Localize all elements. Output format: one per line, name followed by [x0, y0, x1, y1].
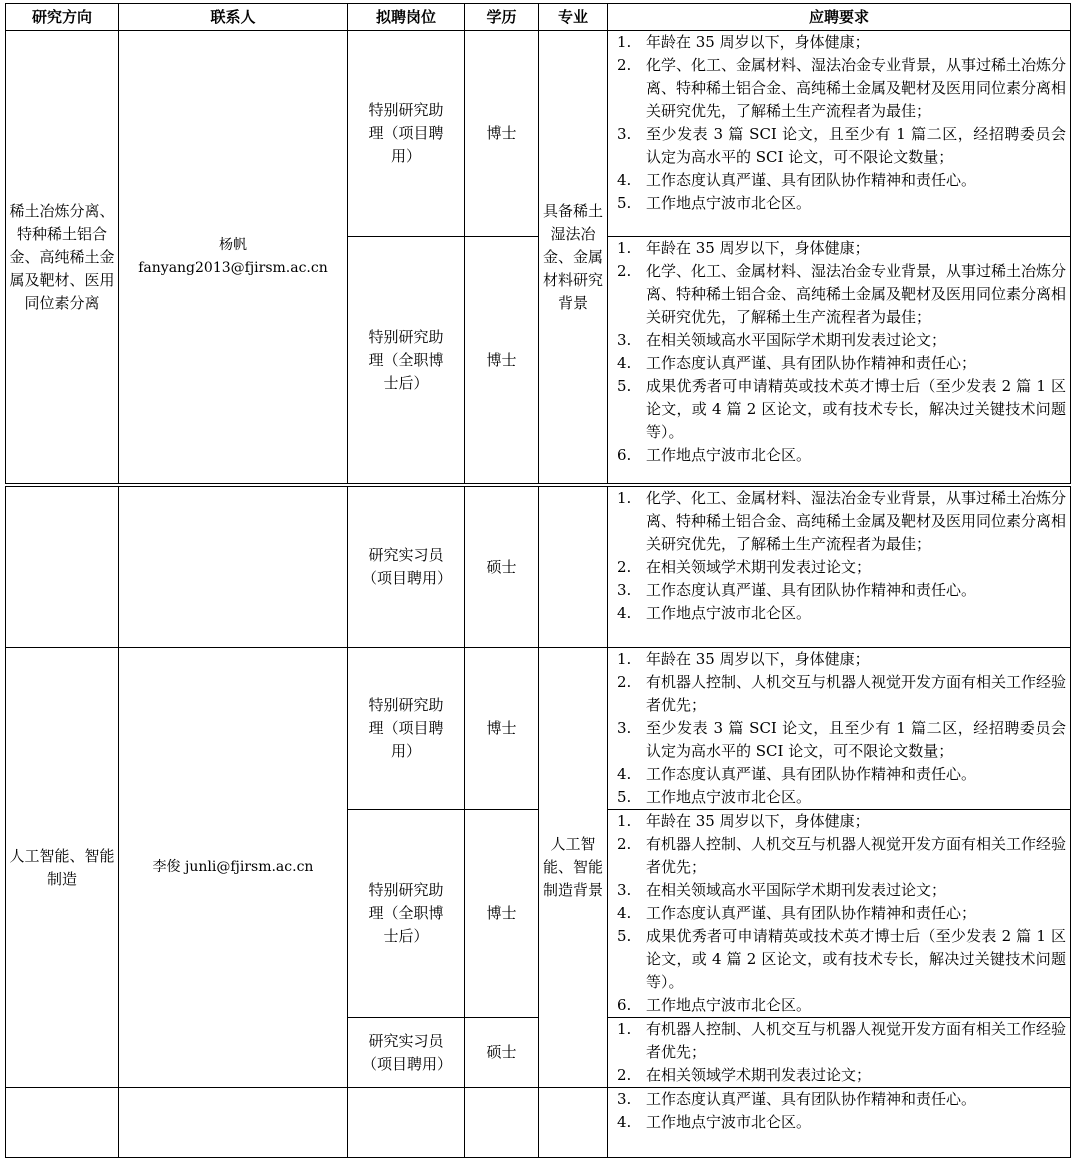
header-direction: 研究方向	[6, 4, 119, 31]
requirements-cell	[608, 487, 1071, 648]
list-item: 1. 年龄在 35 周岁以下，身体健康；	[617, 33, 870, 51]
header-degree: 学历	[465, 4, 539, 31]
degree-cell: 博士	[465, 31, 539, 237]
list-item: 1. 化学、化工、金属材料、湿法冶金专业背景，从事过稀土冶炼分离、特种稀土铝合金、高纯稀土金属及靶材及医用同位素分离相关研究优先，了解稀土生产流程者为最佳；	[617, 489, 1067, 553]
contact-email: fanyang2013@fjirsm.ac.cn	[138, 260, 328, 276]
requirements-cell	[608, 1088, 1071, 1158]
post-cell: 特别研究助理（项目聘用）	[348, 648, 465, 810]
header-major: 专业	[539, 4, 608, 31]
requirements-list	[608, 487, 1070, 625]
list-item: 4. 工作态度认真严谨、具有团队协作精神和责任心。	[617, 765, 977, 783]
header-row	[6, 4, 1071, 31]
requirements-list	[608, 648, 1070, 809]
requirements-cell	[608, 1018, 1071, 1088]
requirements-list	[608, 1018, 1070, 1087]
degree-cell: 硕士	[465, 487, 539, 648]
list-item: 4. 工作地点宁波市北仑区。	[617, 1113, 812, 1131]
major-cell	[539, 1088, 608, 1158]
recruitment-table-part2	[5, 486, 1071, 1088]
requirements-list	[608, 237, 1070, 467]
list-item: 3. 在相关领域高水平国际学术期刊发表过论文；	[617, 881, 947, 899]
list-item: 5. 成果优秀者可申请精英或技术英才博士后（至少发表 2 篇 1 区论文，或 4 篇 2 区论文，或有技术专长，解决过关键技术问题等）。	[617, 927, 1066, 991]
list-item: 1. 年龄在 35 周岁以下，身体健康；	[617, 239, 870, 257]
degree-cell: 博士	[465, 648, 539, 810]
list-item: 2. 在相关领域学术期刊发表过论文；	[617, 1066, 872, 1084]
list-item: 3. 工作态度认真严谨、具有团队协作精神和责任心。	[617, 581, 977, 599]
contact-cell	[119, 487, 348, 648]
degree-cell: 博士	[465, 810, 539, 1018]
list-item: 1. 有机器人控制、人机交互与机器人视觉开发方面有相关工作经验者优先；	[617, 1020, 1067, 1061]
list-item: 1. 年龄在 35 周岁以下，身体健康；	[617, 812, 870, 830]
requirements-list	[608, 810, 1070, 1017]
table-row	[6, 648, 1071, 810]
table-row	[6, 1088, 1071, 1158]
requirements-list	[608, 1088, 1070, 1134]
list-item: 6. 工作地点宁波市北仑区。	[617, 446, 812, 464]
list-item: 5. 工作地点宁波市北仑区。	[617, 194, 812, 212]
header-requirements: 应聘要求	[608, 4, 1071, 31]
requirements-cell	[608, 648, 1071, 810]
list-item: 2. 化学、化工、金属材料、湿法冶金专业背景，从事过稀土冶炼分离、特种稀土铝合金、高纯稀土金属及靶材及医用同位素分离相关研究优先，了解稀土生产流程者为最佳；	[617, 56, 1067, 120]
list-item: 4. 工作态度认真严谨、具有团队协作精神和责任心；	[617, 904, 977, 922]
research-direction-cell: 稀土冶炼分离、特种稀土铝合金、高纯稀土金属及靶材、医用同位素分离	[6, 31, 119, 484]
list-item: 3. 工作态度认真严谨、具有团队协作精神和责任心。	[617, 1090, 977, 1108]
contact-cell	[119, 31, 348, 484]
contact-cell	[119, 1088, 348, 1158]
recruitment-table-part1	[5, 3, 1071, 484]
list-item: 2. 在相关领域学术期刊发表过论文；	[617, 558, 872, 576]
list-item: 3. 在相关领域高水平国际学术期刊发表过论文；	[617, 331, 947, 349]
list-item: 5. 工作地点宁波市北仑区。	[617, 788, 812, 806]
requirements-cell	[608, 237, 1071, 484]
post-cell: 特别研究助理（全职博士后）	[348, 237, 465, 484]
requirements-list	[608, 31, 1070, 215]
requirements-cell	[608, 810, 1071, 1018]
research-direction-cell	[6, 1088, 119, 1158]
post-cell: 研究实习员（项目聘用）	[348, 1018, 465, 1088]
header-post: 拟聘岗位	[348, 4, 465, 31]
table-row	[6, 487, 1071, 648]
list-item: 6. 工作地点宁波市北仑区。	[617, 996, 812, 1014]
header-contact: 联系人	[119, 4, 348, 31]
list-item: 2. 化学、化工、金属材料、湿法冶金专业背景，从事过稀土冶炼分离、特种稀土铝合金、高纯稀土金属及靶材及医用同位素分离相关研究优先，了解稀土生产流程者为最佳；	[617, 262, 1067, 326]
list-item: 3. 至少发表 3 篇 SCI 论文，且至少有 1 篇二区，经招聘委员会认定为高水平的 SCI 论文，可不限论文数量；	[617, 125, 1066, 166]
requirements-cell	[608, 31, 1071, 237]
major-cell	[539, 487, 608, 648]
post-cell: 特别研究助理（项目聘用）	[348, 31, 465, 237]
list-item: 4. 工作态度认真严谨、具有团队协作精神和责任心。	[617, 171, 977, 189]
post-cell: 特别研究助理（全职博士后）	[348, 810, 465, 1018]
list-item: 5. 成果优秀者可申请精英或技术英才博士后（至少发表 2 篇 1 区论文，或 4 篇 2 区论文，或有技术专长，解决过关键技术问题等）。	[617, 377, 1066, 441]
research-direction-cell	[6, 487, 119, 648]
list-item: 2. 有机器人控制、人机交互与机器人视觉开发方面有相关工作经验者优先；	[617, 835, 1067, 876]
major-cell: 具备稀土湿法冶金、金属材料研究背景	[539, 31, 608, 484]
contact-name: 杨帆	[219, 237, 247, 253]
list-item: 1. 年龄在 35 周岁以下，身体健康；	[617, 650, 870, 668]
post-cell: 研究实习员（项目聘用）	[348, 487, 465, 648]
list-item: 4. 工作态度认真严谨、具有团队协作精神和责任心；	[617, 354, 977, 372]
major-cell: 人工智能、智能制造背景	[539, 648, 608, 1088]
recruitment-table-part3	[5, 1087, 1071, 1158]
list-item: 4. 工作地点宁波市北仑区。	[617, 604, 812, 622]
contact-cell: 李俊 junli@fjirsm.ac.cn	[119, 648, 348, 1088]
degree-cell	[465, 1088, 539, 1158]
research-direction-cell: 人工智能、智能制造	[6, 648, 119, 1088]
table-row	[6, 31, 1071, 237]
list-item: 3. 至少发表 3 篇 SCI 论文，且至少有 1 篇二区，经招聘委员会认定为高水平的 SCI 论文，可不限论文数量；	[617, 719, 1066, 760]
list-item: 2. 有机器人控制、人机交互与机器人视觉开发方面有相关工作经验者优先；	[617, 673, 1067, 714]
degree-cell: 硕士	[465, 1018, 539, 1088]
degree-cell: 博士	[465, 237, 539, 484]
post-cell	[348, 1088, 465, 1158]
